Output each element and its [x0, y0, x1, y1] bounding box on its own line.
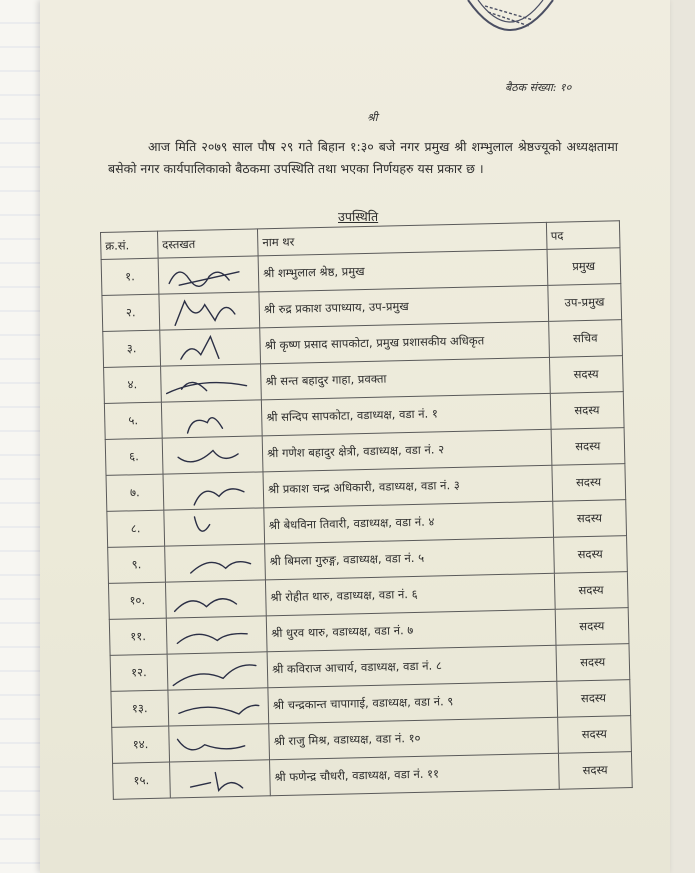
row-signature [160, 328, 261, 366]
row-sn: ८. [107, 510, 165, 547]
row-name: श्री सन्त बहादुर गाहा, प्रवक्ता [261, 357, 550, 400]
attendance-rows [101, 248, 632, 800]
row-name: श्री सन्दिप सापकोटा, वडाध्यक्ष, वडा नं. १ [261, 393, 550, 436]
row-name: श्री प्रकाश चन्द्र अधिकारी, वडाध्यक्ष, वडा नं. ३ [263, 465, 552, 508]
signature-icon [161, 365, 258, 401]
signature-icon [160, 329, 257, 365]
row-name: श्री चन्द्रकान्त चापागाई, वडाध्यक्ष, वडा नं. ९ [268, 681, 557, 724]
attendance-table [100, 220, 633, 800]
signature-icon [169, 725, 266, 761]
row-sn: ११. [109, 618, 167, 655]
row-sn: ३. [103, 330, 161, 367]
row-signature [165, 544, 266, 582]
signature-icon [170, 761, 267, 797]
row-position: सदस्य [551, 428, 625, 466]
row-signature [164, 508, 265, 546]
row-name: श्री गणेश बहादुर क्षेत्री, वडाध्यक्ष, वडा नं. २ [262, 429, 551, 472]
signature-icon [167, 653, 264, 689]
intro-paragraph: आज मिति २०७९ साल पौष २९ गते बिहान १:३० बजे नगर प्रमुख श्री शम्भुलाल श्रेष्ठज्यूको अध्यक्षतामा बसेको नगर कार्यपालिकाको बैठकमा उपस्थिति तथा भएका निर्णयहरु यस प्रकार छ । [108, 139, 618, 176]
row-position: सदस्य [556, 644, 630, 682]
row-signature [162, 436, 263, 474]
notebook-edge [0, 0, 40, 873]
header-position: पद [546, 221, 620, 250]
row-signature [159, 292, 260, 330]
header-signature: दस्तखत [157, 229, 258, 258]
row-name: श्री कृष्ण प्रसाद सापकोटा, प्रमुख प्रशासकीय अधिकृत [260, 321, 549, 364]
row-sn: १४. [112, 726, 170, 763]
row-sn: १०. [108, 582, 166, 619]
row-position: सदस्य [552, 500, 626, 538]
row-position: सदस्य [551, 464, 625, 502]
row-sn: १. [101, 258, 159, 295]
signature-icon [165, 545, 262, 581]
header-name: नाम थर [258, 222, 547, 256]
row-position: सदस्य [557, 716, 631, 754]
signature-icon [162, 401, 259, 437]
row-name: श्री कविराज आचार्य, वडाध्यक्ष, वडा नं. ८ [267, 645, 556, 688]
signature-icon [167, 617, 264, 653]
signature-icon [163, 473, 260, 509]
row-position: प्रमुख [547, 248, 621, 286]
row-signature [166, 616, 267, 654]
row-signature [163, 472, 264, 510]
row-position: सदस्य [555, 608, 629, 646]
row-signature [169, 760, 270, 798]
row-sn: १५. [113, 762, 171, 799]
row-sn: ६. [105, 438, 163, 475]
attendance-title: उपस्थिति [338, 209, 379, 224]
attendance-table-wrapper [100, 220, 633, 832]
row-signature [169, 724, 270, 762]
row-signature [165, 580, 266, 618]
row-position: सदस्य [558, 752, 632, 790]
row-sn: ९. [108, 546, 166, 583]
row-position: सदस्य [553, 536, 627, 574]
row-sn: ७. [106, 474, 164, 511]
row-signature [168, 688, 269, 726]
signature-icon [158, 257, 255, 293]
row-name: श्री बेधविना तिवारी, वडाध्यक्ष, वडा नं. ४ [264, 501, 553, 544]
row-name: श्री राजु मिश्र, वडाध्यक्ष, वडा नं. १० [269, 717, 558, 760]
row-name: श्री रोहीत थारु, वडाध्यक्ष, वडा नं. ६ [266, 573, 555, 616]
row-position: उप-प्रमुख [547, 284, 621, 322]
row-name: श्री रुद्र प्रकाश उपाध्याय, उप-प्रमुख [259, 285, 548, 328]
row-sn: २. [102, 294, 160, 331]
row-signature [167, 652, 268, 690]
row-position: सदस्य [550, 392, 624, 430]
meeting-number: बैठक संख्या: १० [505, 81, 572, 94]
signature-icon [164, 509, 261, 545]
row-signature [160, 364, 261, 402]
row-signature [158, 256, 259, 294]
row-sn: ५. [104, 402, 162, 439]
row-name: श्री फणेन्द्र चौधरी, वडाध्यक्ष, वडा नं. ११ [270, 753, 559, 796]
header-sn: क्र.सं. [101, 231, 158, 259]
row-position: सदस्य [556, 680, 630, 718]
signature-icon [168, 689, 265, 725]
header-shri: श्री [367, 111, 378, 124]
signature-icon [159, 293, 256, 329]
row-sn: १२. [110, 654, 168, 691]
row-position: सचिव [548, 320, 622, 358]
row-sn: ४. [104, 366, 162, 403]
signature-icon [163, 437, 260, 473]
row-position: सदस्य [549, 356, 623, 394]
row-sn: १३. [111, 690, 169, 727]
row-name: श्री बिमला गुरुङ्ग, वडाध्यक्ष, वडा नं. ५ [265, 537, 554, 580]
row-position: सदस्य [554, 572, 628, 610]
row-name: श्री शम्भुलाल श्रेष्ठ, प्रमुख [258, 249, 547, 292]
row-name: श्री धुरव थारु, वडाध्यक्ष, वडा नं. ७ [266, 609, 555, 652]
signature-icon [166, 581, 263, 617]
row-signature [161, 400, 262, 438]
